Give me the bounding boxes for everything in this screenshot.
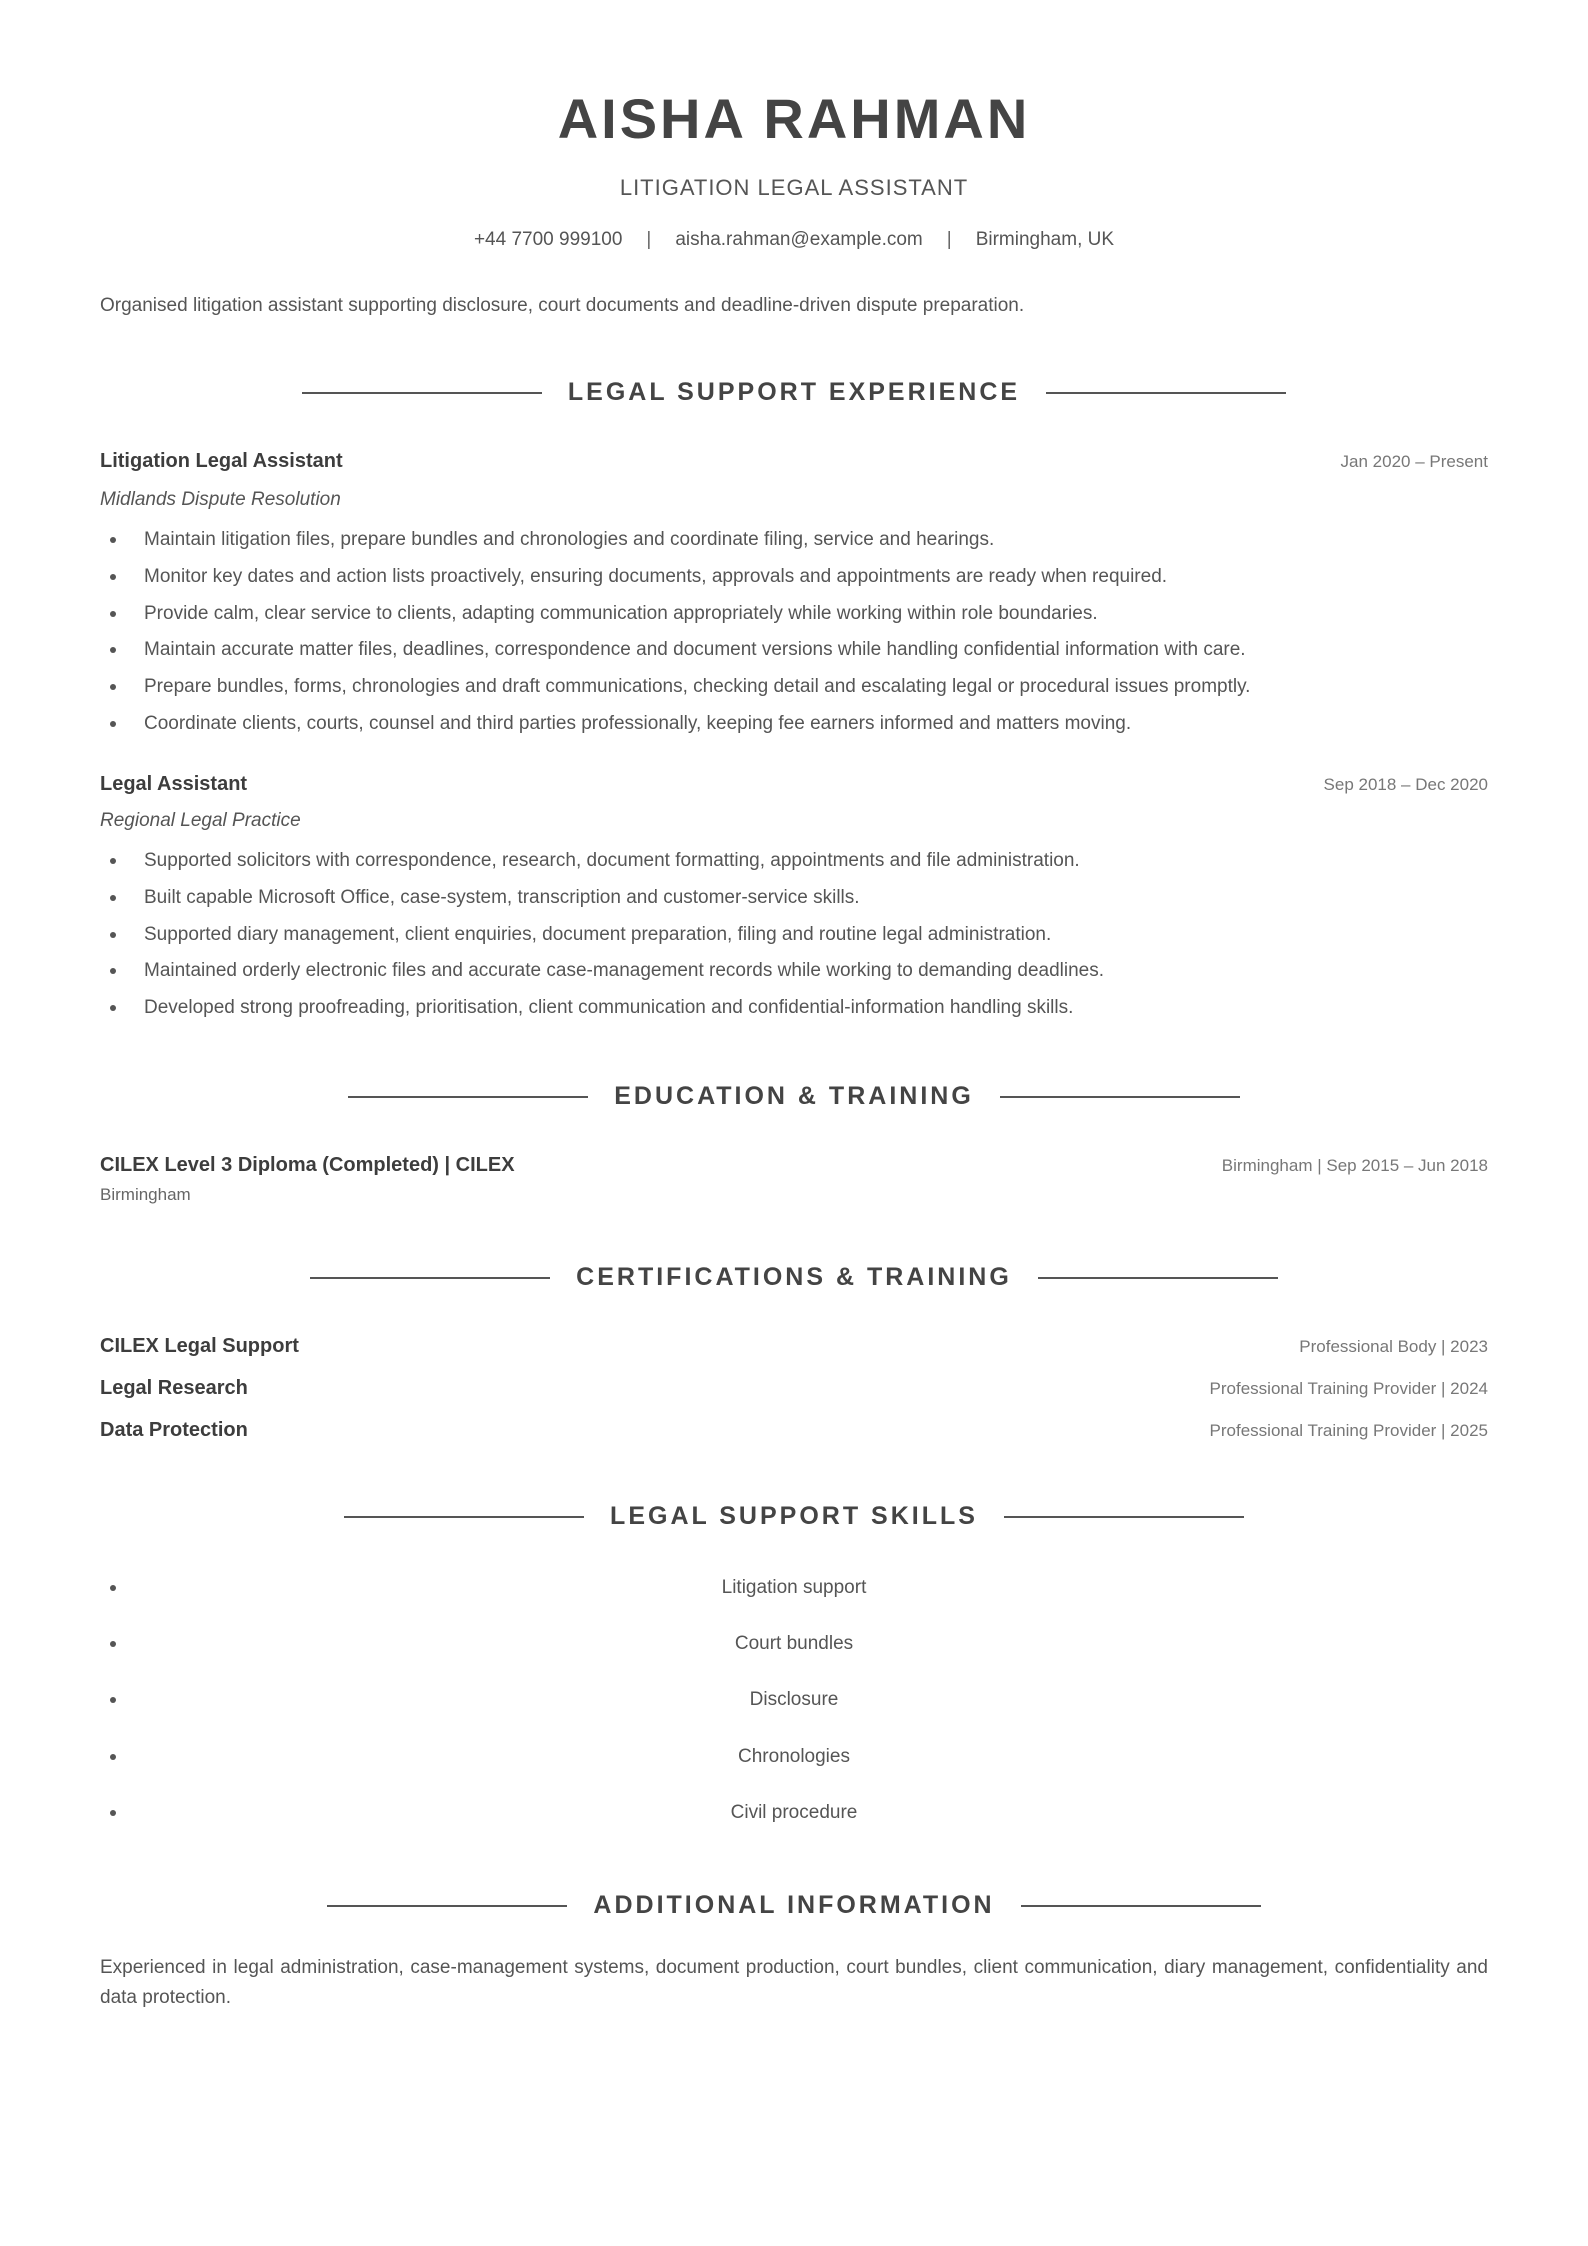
section-title: EDUCATION & TRAINING [614, 1082, 974, 1110]
phone-number: +44 7700 999100 [473, 229, 623, 250]
additional-information-text: Experienced in legal administration, case-management systems, document production, court bundles, client communication, diary management, confidentiality and data protection. [100, 1957, 1488, 2008]
job-dates: Sep 2018 – Dec 2020 [1323, 775, 1488, 794]
experience-section-heading [0, 378, 1588, 407]
job-bullet: Prepare bundles, forms, chronologies and draft communications, checking detail and escalating legal or procedural issues promptly. [100, 669, 1488, 706]
job-bullet: Maintain accurate matter files, deadlines, correspondence and document versions while handling confidential information with care. [100, 632, 1488, 669]
heading-rule [1046, 392, 1286, 394]
employer-name: Midlands Dispute Resolution [100, 489, 341, 510]
section-title: ADDITIONAL INFORMATION [593, 1891, 995, 1919]
job-bullet: Supported diary management, client enquiries, document preparation, filing and routine legal administration. [100, 917, 1488, 954]
skill-item: Civil procedure [100, 1785, 1488, 1841]
location: Birmingham, UK [975, 229, 1115, 250]
job-title: Litigation Legal Assistant [100, 450, 343, 472]
job-bullet: Coordinate clients, courts, counsel and third parties professionally, keeping fee earners informed and matters moving. [100, 706, 1488, 743]
certification-entry [100, 1377, 1488, 1400]
heading-rule [302, 392, 542, 394]
section-title: CERTIFICATIONS & TRAINING [576, 1263, 1012, 1291]
additional-section-heading [0, 1891, 1588, 1920]
job-bullet: Monitor key dates and action lists proactively, ensuring documents, approvals and appointments are ready when required. [100, 559, 1488, 596]
job-bullet: Maintained orderly electronic files and accurate case-management records while working to demanding deadlines. [100, 953, 1488, 990]
job-bullet: Supported solicitors with correspondence, research, document formatting, appointments and file administration. [100, 843, 1488, 880]
job-header [100, 450, 1488, 473]
contact-separator: | [646, 229, 652, 250]
education-section-heading [0, 1082, 1588, 1111]
job-bullet: Developed strong proofreading, prioritisation, client communication and confidential-information handling skills. [100, 990, 1488, 1027]
qualification-location: Birmingham [100, 1185, 191, 1204]
job-bullet-list [100, 843, 1488, 1027]
heading-rule [1038, 1277, 1278, 1279]
certification-meta: Professional Training Provider | 2025 [1209, 1421, 1488, 1440]
job-bullet: Built capable Microsoft Office, case-system, transcription and customer-service skills. [100, 880, 1488, 917]
heading-rule [1004, 1516, 1244, 1518]
heading-rule [1000, 1096, 1240, 1098]
contact-separator: | [946, 229, 952, 250]
job-title: Legal Assistant [100, 773, 248, 795]
job-bullet-list [100, 522, 1488, 743]
email-address: aisha.rahman@example.com [675, 229, 923, 250]
job-header [100, 773, 1488, 796]
contact-line [0, 229, 1588, 251]
certification-meta: Professional Body | 2023 [1299, 1337, 1488, 1356]
qualification-meta: Birmingham | Sep 2015 – Jun 2018 [1221, 1156, 1488, 1175]
certification-name: Legal Research [100, 1377, 248, 1399]
skill-item: Court bundles [100, 1616, 1488, 1672]
section-title: LEGAL SUPPORT SKILLS [610, 1502, 978, 1530]
heading-rule [348, 1096, 588, 1098]
candidate-role: LITIGATION LEGAL ASSISTANT [619, 175, 969, 200]
certification-entry [100, 1419, 1488, 1442]
heading-rule [344, 1516, 584, 1518]
skill-item: Chronologies [100, 1729, 1488, 1785]
skill-item: Disclosure [100, 1672, 1488, 1728]
certification-name: Data Protection [100, 1419, 248, 1441]
heading-rule [327, 1905, 567, 1907]
profile-summary: Organised litigation assistant supporting disclosure, court documents and deadline-driven dispute preparation. [100, 295, 1025, 316]
certifications-section-heading [0, 1263, 1588, 1292]
education-entry [100, 1154, 1488, 1177]
heading-rule [310, 1277, 550, 1279]
employer-name: Regional Legal Practice [100, 810, 301, 831]
job-bullet: Maintain litigation files, prepare bundles and chronologies and coordinate filing, service and hearings. [100, 522, 1488, 559]
heading-rule [1021, 1905, 1261, 1907]
certification-meta: Professional Training Provider | 2024 [1209, 1379, 1488, 1398]
skill-item: Litigation support [100, 1560, 1488, 1616]
job-bullet: Provide calm, clear service to clients, adapting communication appropriately while working within role boundaries. [100, 596, 1488, 633]
candidate-name: AISHA RAHMAN [557, 87, 1031, 150]
qualification-title: CILEX Level 3 Diploma (Completed) | CILEX [100, 1154, 515, 1176]
job-dates: Jan 2020 – Present [1340, 452, 1488, 471]
section-title: LEGAL SUPPORT EXPERIENCE [567, 378, 1021, 406]
skills-list [100, 1560, 1488, 1841]
certification-entry [100, 1335, 1488, 1358]
certification-name: CILEX Legal Support [100, 1335, 299, 1357]
skills-section-heading [0, 1502, 1588, 1531]
